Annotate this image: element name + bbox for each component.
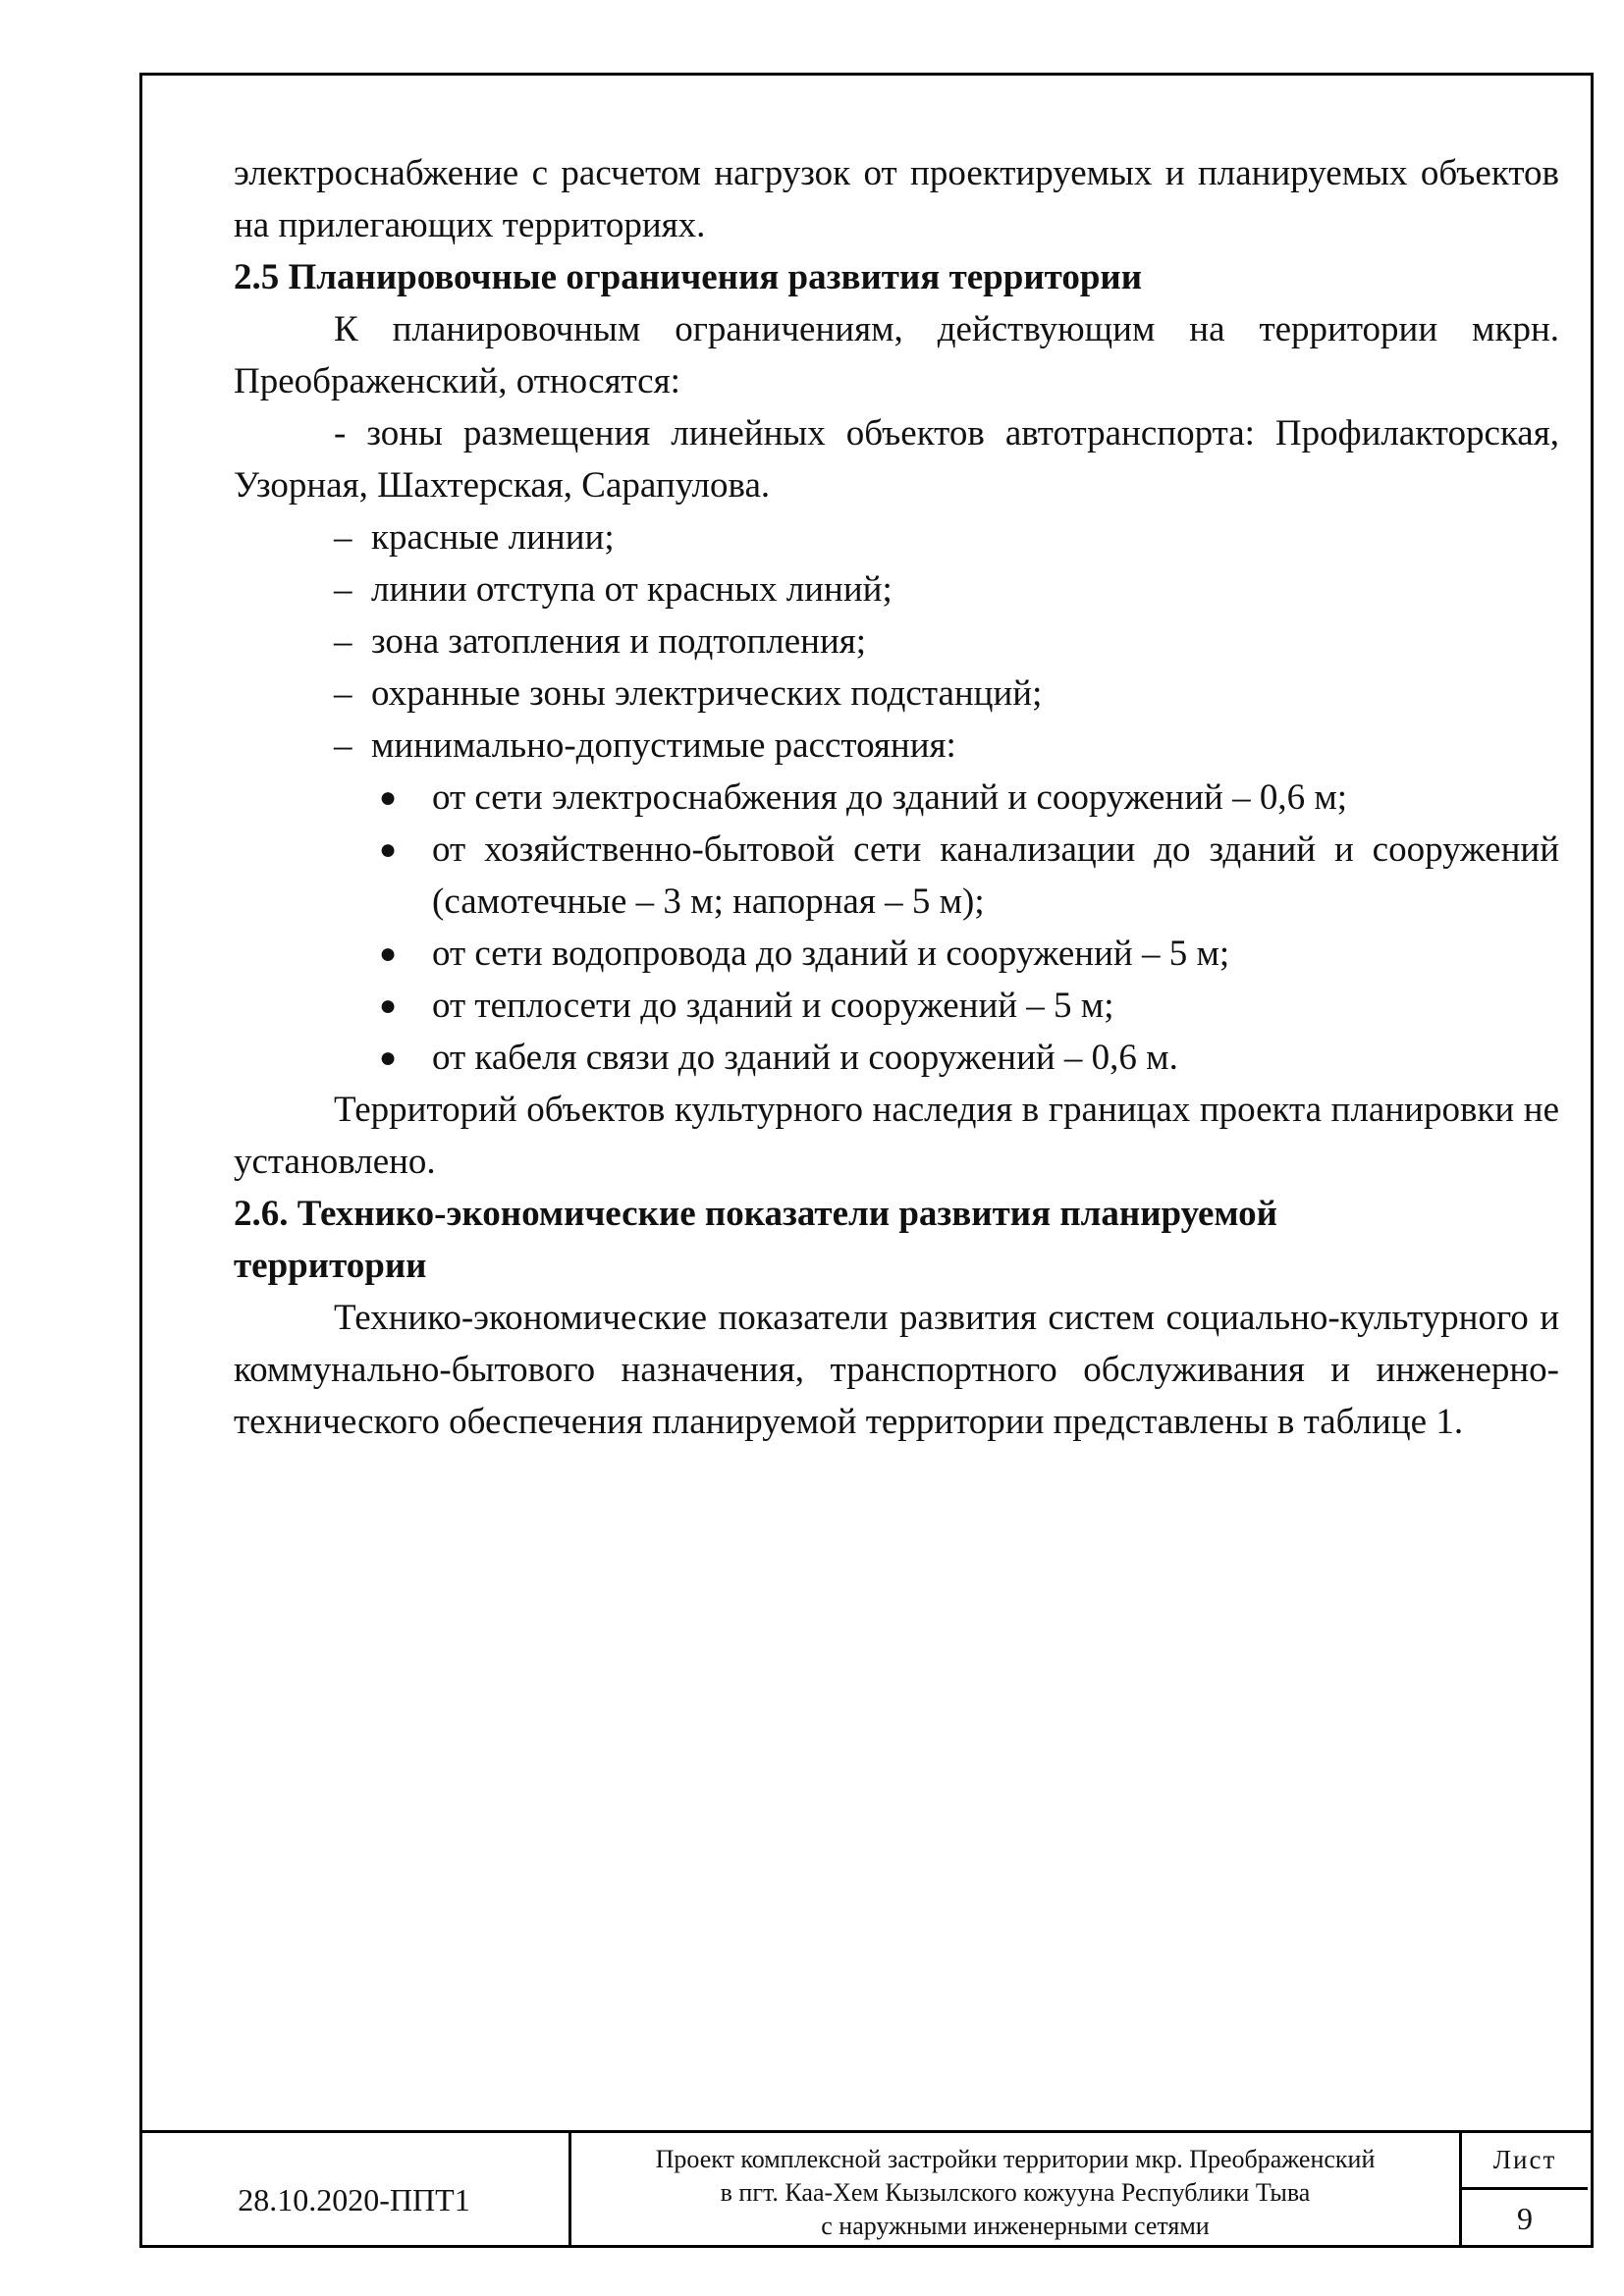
bullet-item: ● от сети водопровода до зданий и сооружений – 5 м;	[234, 928, 1559, 980]
dash-marker: –	[334, 725, 352, 766]
document-body	[234, 147, 1559, 1448]
section-2-5-zones: - зоны размещения линейных объектов автотранспорта: Профилакторская, Узорная, Шахтерская, Сарапулова.	[234, 413, 1559, 506]
section-2-5-heading: 2.5 Планировочные ограничения развития территории	[234, 257, 1143, 297]
bullet-item: ● от кабеля связи до зданий и сооружений – 0,6 м.	[234, 1032, 1559, 1084]
bullet-marker: ●	[379, 1041, 398, 1074]
list-item: – линии отступа от красных линий;	[234, 563, 1559, 615]
section-2-5-lead: К планировочным ограничениям, действующим на территории мкрн. Преображенский, относятся:	[234, 309, 1559, 401]
bullet-marker: ●	[379, 937, 398, 970]
bullet-marker: ●	[379, 781, 398, 814]
dash-marker: –	[334, 621, 352, 662]
dash-marker: –	[334, 569, 352, 610]
heritage-paragraph: Территорий объектов культурного наследия в границах проекта планировки не установлено.	[234, 1090, 1559, 1182]
bullet-item: ● от сети электроснабжения до зданий и сооружений – 0,6 м;	[234, 772, 1559, 824]
sheet-number: 9	[1517, 2201, 1533, 2236]
bullet-marker: ●	[379, 833, 398, 866]
list-item: – минимально-допустимые расстояния:	[234, 720, 1559, 772]
list-item: – зона затопления и подтопления;	[234, 615, 1559, 667]
dash-marker: –	[334, 673, 352, 714]
intro-paragraph: электроснабжение с расчетом нагрузок от проектируемых и планируемых объектов на прилегающих территориях.	[234, 153, 1559, 245]
bullet-marker: ●	[379, 989, 398, 1022]
dash-marker: –	[334, 517, 352, 558]
bullet-item: ● от теплосети до зданий и сооружений – 5 м;	[234, 980, 1559, 1032]
section-2-6-heading: 2.6. Технико-экономические показатели развития планируемой территории	[234, 1194, 1277, 1286]
project-title: Проект комплексной застройки территории мкр. Преображенский в пгт. Каа-Хем Кызылского кожууна Республики Тыва с наружными инженерными сетями	[571, 2133, 1462, 2248]
bullet-item: ● от хозяйственно-бытовой сети канализации до зданий и сооружений (самотечные – 3 м; напорная – 5 м);	[234, 824, 1559, 928]
list-item: – красные линии;	[234, 511, 1559, 563]
document-code: 28.10.2020-ППТ1	[139, 2133, 571, 2248]
section-2-6-text: Технико-экономические показатели развития систем социально-культурного и коммунально-бытового назначения, транспортного обслуживания и инженерно-технического обеспечения планируемой территории представлены в таблице 1.	[234, 1298, 1559, 1442]
list-item: – охранные зоны электрических подстанций;	[234, 667, 1559, 720]
sheet-label: Лист	[1462, 2133, 1588, 2190]
title-block	[139, 2130, 1594, 2248]
